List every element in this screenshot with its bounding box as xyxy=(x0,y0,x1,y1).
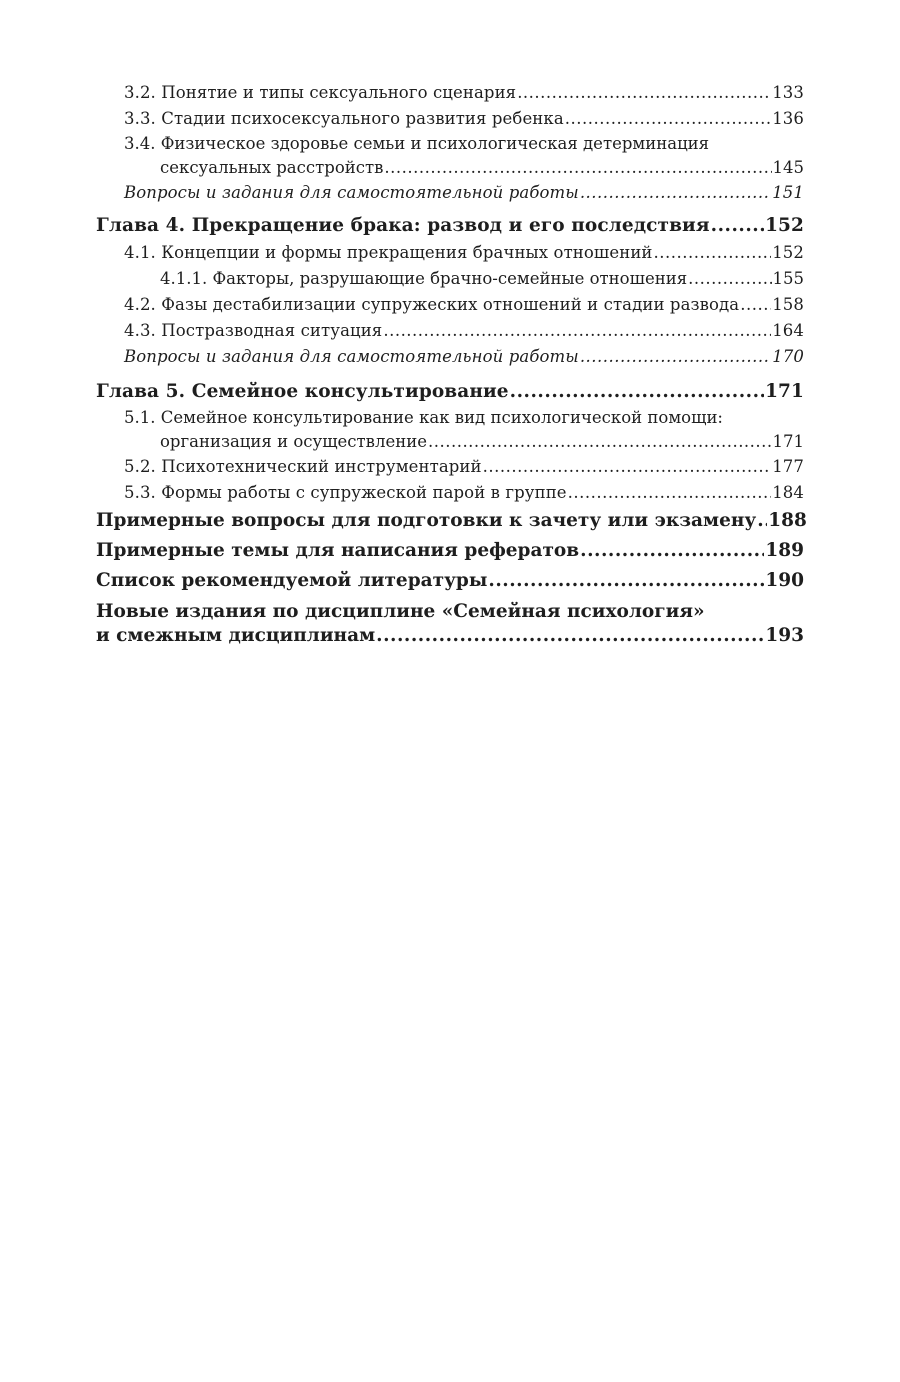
toc-chapter-title: Глава 4. Прекращение брака: развод и его последствия xyxy=(96,215,710,236)
toc-entry-5-1[interactable] xyxy=(96,406,804,454)
toc-page-number: 170 xyxy=(772,347,804,366)
toc-entry-4-3[interactable] xyxy=(96,318,804,344)
toc-page-number: 152 xyxy=(765,215,804,236)
leader-dots xyxy=(654,240,772,266)
toc-page-number: 177 xyxy=(772,457,804,476)
toc-entry-title: 4.1.1. Факторы, разрушающие брачно-семейные отношения xyxy=(160,269,688,288)
toc-entry-title: 3.3. Стадии психосексуального развития ребенка xyxy=(124,109,564,128)
toc-entry-4-2[interactable] xyxy=(96,292,804,318)
leader-dots xyxy=(757,506,767,536)
toc-page-number: 133 xyxy=(772,83,804,102)
toc-entry-title: 4.2. Фазы дестабилизации супружеских отношений и стадии развода xyxy=(124,295,740,314)
toc-page-number: 136 xyxy=(772,109,804,128)
toc-entry-title: 4.1. Концепции и формы прекращения брачных отношений xyxy=(124,243,653,262)
leader-dots xyxy=(488,566,764,596)
toc-page-number: 155 xyxy=(772,269,804,288)
leader-dots xyxy=(428,430,772,454)
toc-page-number: 189 xyxy=(765,540,804,561)
toc-essay-topics[interactable] xyxy=(96,536,804,566)
toc-page-number: 188 xyxy=(768,510,807,531)
toc-page-number: 171 xyxy=(772,432,804,451)
toc-chapter-title-line1: Новые издания по дисциплине «Семейная психология» xyxy=(96,601,705,622)
toc-entry-3-3[interactable] xyxy=(96,106,804,132)
toc-entry-title-line1: 5.1. Семейное консультирование как вид психологической помощи: xyxy=(124,408,723,427)
toc-chapter-5[interactable] xyxy=(96,378,804,406)
toc-page-number: 164 xyxy=(772,321,804,340)
leader-dots xyxy=(711,212,764,240)
leader-dots xyxy=(565,106,771,132)
toc-chapter-title: Примерные вопросы для подготовки к зачету или экзамену xyxy=(96,510,757,531)
toc-page-number: 184 xyxy=(772,483,804,502)
toc-entry-title-line2: организация и осуществление xyxy=(160,432,427,451)
toc-entry-title: Вопросы и задания для самостоятельной работы xyxy=(124,183,579,202)
toc-entry-title: Вопросы и задания для самостоятельной работы xyxy=(124,347,579,366)
leader-dots xyxy=(510,378,764,406)
toc-chapter-title: Список рекомендуемой литературы xyxy=(96,570,488,591)
leader-dots xyxy=(688,266,771,292)
leader-dots xyxy=(383,318,771,344)
toc-entry-3-4[interactable] xyxy=(96,132,804,180)
toc-entry-title-line1: 3.4. Физическое здоровье семьи и психологическая детерминация xyxy=(124,134,710,153)
toc-entry-5-2[interactable] xyxy=(96,454,804,480)
toc-entry-title: 5.3. Формы работы с супружеской парой в группе xyxy=(124,483,567,502)
toc-entry-questions-ch4[interactable] xyxy=(96,344,804,370)
toc-page-number: 171 xyxy=(765,381,804,402)
toc-entry-4-1-1[interactable] xyxy=(96,266,804,292)
leader-dots xyxy=(517,80,771,106)
leader-dots xyxy=(483,454,772,480)
toc-page-number: 151 xyxy=(772,183,804,202)
toc-page-number: 158 xyxy=(772,295,804,314)
toc-new-editions[interactable] xyxy=(96,600,804,648)
toc-page-number: 145 xyxy=(772,158,804,177)
toc-entry-title: 4.3. Постразводная ситуация xyxy=(124,321,383,340)
toc-chapter-title: Примерные темы для написания рефератов xyxy=(96,540,580,561)
toc-page-number: 152 xyxy=(772,243,804,262)
leader-dots xyxy=(580,344,771,370)
toc-chapter-title-line2: и смежным дисциплинам xyxy=(96,625,376,646)
toc-entry-4-1[interactable] xyxy=(96,240,804,266)
leader-dots xyxy=(376,624,764,648)
toc-entry-title: 5.2. Психотехнический инструментарий xyxy=(124,457,482,476)
leader-dots xyxy=(568,480,772,506)
toc-literature[interactable] xyxy=(96,566,804,596)
leader-dots xyxy=(384,156,771,180)
leader-dots xyxy=(580,180,771,206)
leader-dots xyxy=(740,292,771,318)
toc-chapter-4[interactable] xyxy=(96,212,804,240)
toc-entry-5-3[interactable] xyxy=(96,480,804,506)
toc-entry-questions-ch3[interactable] xyxy=(96,180,804,206)
toc-entry-title-line2: сексуальных расстройств xyxy=(160,158,384,177)
table-of-contents xyxy=(96,80,807,648)
toc-chapter-title: Глава 5. Семейное консультирование xyxy=(96,381,509,402)
toc-page-number: 190 xyxy=(765,570,804,591)
toc-page-number: 193 xyxy=(765,625,804,646)
leader-dots xyxy=(580,536,764,566)
toc-entry-title: 3.2. Понятие и типы сексуального сценария xyxy=(124,83,517,102)
toc-entry-3-2[interactable] xyxy=(96,80,804,106)
toc-exam-questions[interactable] xyxy=(96,506,807,536)
